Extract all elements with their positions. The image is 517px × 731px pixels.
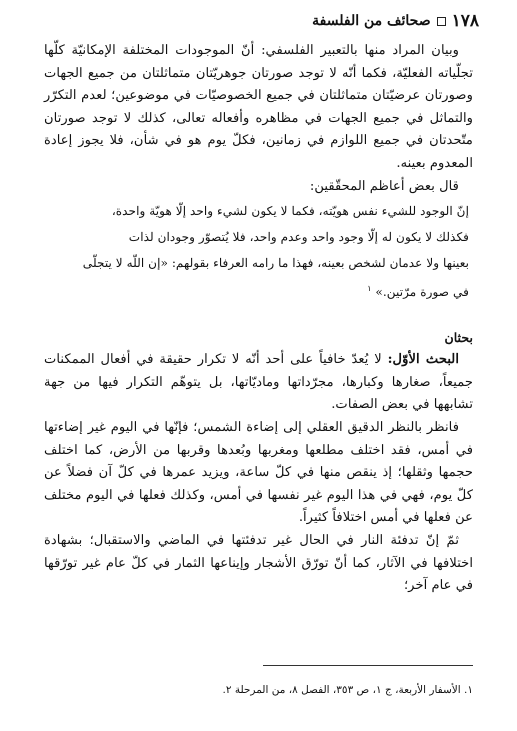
footnote-divider [263, 665, 473, 666]
research-one-label: البحث الأوّل: [387, 352, 459, 368]
running-header [38, 10, 479, 32]
book-title: صحائف من الفلسفة [312, 13, 431, 29]
quote-line: فكذلك لا يكون له إلّا وجود واحد وعدم واحد، فلا يُتصوّر وجودان لذات [128, 230, 469, 245]
quote-intro: قال بعض أعاظم المحقّقين: [309, 178, 459, 194]
quote-line: بعينها ولا عدمان لشخص بعينه، فهذا ما رامه العرفاء بقولهم: «إن اللّه لا يتجلّى [82, 256, 469, 271]
block-quote [44, 198, 473, 305]
paragraph-research-one [44, 349, 473, 417]
footnote: ١. الأسفار الأربعة، ج ١، ص ٣٥٣، الفصل ٨، من المرحلة ٢. [222, 684, 473, 696]
paragraph-explanation: وبيان المراد منها بالتعبير الفلسفي: أنّ الموجودات المختلفة الإمكانيّة كلّها تجلّياته الفعليّة، فكما أنّه لا توجد صورتان جوهريّتان متماثلتان من جميع الجهات وصورتان عرضيّتان متماثلتان في جميع الخصوصيّات في موضوعين؛ لعدم التكرّر والتماثل في جميع الجهات في مظاهره وأفعاله تعالى، كذلك لا توجد صورتان متّحدتان في جميع اللوازم في زمانين، فكلّ يوم هو في شأن، فلا يجوز إعادة المعدوم بعينه. [44, 43, 473, 171]
page-number: ١٧٨ [451, 11, 479, 31]
quote-line [44, 276, 473, 305]
quote-line: إنّ الوجود للشيء نفس هويّته، فكما لا يكون لشيء واحد إلّا هويّة واحدة، [111, 204, 469, 219]
page-body [44, 40, 473, 598]
section-title: بحثان [444, 330, 473, 346]
footnote-reference: ١ [367, 284, 372, 294]
quote-line-text: في صورة مرّتين.» [375, 285, 469, 300]
paragraph-fire: ثمّ إنّ تدفئة النار في الحال غير تدفئتها في الماضي والاستقبال؛ بشهادة اختلافها في الآثار، كما أنّ تورّق الأشجار وإيناعها الثمار في كلّ عام غير تورّقها في عام آخر؛ [44, 532, 473, 594]
paragraph-sun: فانظر بالنظر الدقيق العقلي إلى إضاءة الشمس؛ فإنّها في اليوم غير إضاءتها في أمس، فقد اختلف مطلعها ومغربها وبُعدها وقربها من الأرض، كما اختلف حجمها وثقلها؛ إذ ينقص منها في كلّ ساعة، ويزيد عمرها في كلّ آن فضلاً عن كلّ يوم، فهي في هذا اليوم غير نفسها في أمس، وكذلك فعلها في اليوم مختلف عن فعلها في أمس اختلافاً كثيراً. [44, 420, 473, 526]
square-bullet-icon [437, 17, 446, 26]
research-one-text: لا يُعدّ خافياً على أحد أنّه لا تكرار حقيقة في أفعال الممكنات جميعاً، صغارها وكبارها، مجرّداتها وماديّاتها، بل يتوهّم التكرار فيها من جهة تشابهها في بعض الصفات. [44, 352, 473, 413]
